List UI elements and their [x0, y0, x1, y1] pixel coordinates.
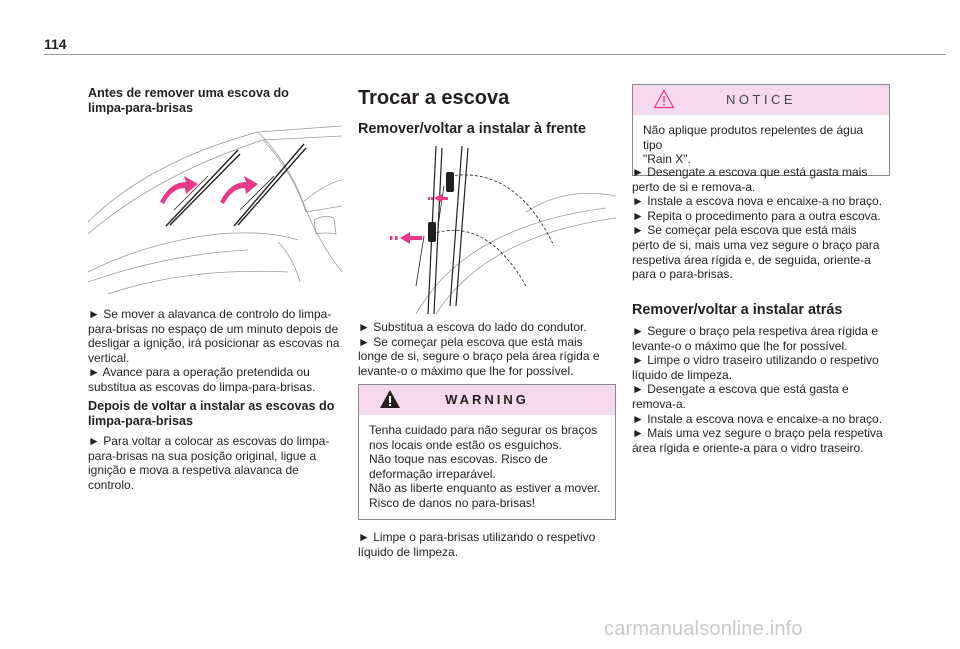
- text-line: levante-o o máximo que lhe for possível.: [358, 363, 574, 378]
- subsection-title-front: Remover/voltar a instalar à frente: [358, 121, 586, 137]
- left-arrow-icon: [434, 194, 448, 203]
- header-rule: [44, 54, 946, 55]
- text-line: respetiva área rígida e, de seguida, oriente-a: [632, 252, 871, 267]
- text-line: Não as liberte enquanto as estiver a mover.: [369, 481, 601, 496]
- text-line: remova-a.: [632, 396, 687, 411]
- text-line: deformação irreparável.: [369, 466, 496, 481]
- rotate-arrow-icon: [220, 176, 258, 204]
- heading-line: Antes de remover uma escova do: [88, 86, 289, 100]
- text-line: ► Desengate a escova que está gasta e: [632, 382, 849, 397]
- text-line: líquido de limpeza.: [632, 367, 733, 382]
- instruction-replace-blade: [632, 165, 890, 282]
- text-line: ► Mais uma vez segure o braço pela respetiva: [632, 426, 883, 441]
- text-line: área rígida e oriente-a para o vidro traseiro.: [632, 440, 864, 455]
- text-line: ► Instale a escova nova e encaixe-a no braço.: [632, 411, 883, 426]
- text-line: "Rain X".: [643, 152, 691, 167]
- text-line: ► Se começar pela escova que está mais: [632, 223, 857, 238]
- text-line: ► Desengate a escova que está gasta mais: [632, 165, 868, 179]
- heading-line: limpa-para-brisas: [88, 414, 193, 429]
- text-line: Tenha cuidado para não segurar os braços: [369, 423, 598, 437]
- text-line: para-brisas no espaço de um minuto depois de: [88, 321, 339, 336]
- text-line: perto de si e remova-a.: [632, 179, 756, 194]
- text-line: ► Segure o braço pela respetiva área rígida e: [632, 324, 879, 338]
- text-line: nos locais onde estão os esguichos.: [369, 437, 562, 452]
- section-title: Trocar a escova: [358, 87, 510, 109]
- subsection-title-rear: Remover/voltar a instalar atrás: [632, 302, 843, 318]
- heading-line: limpa-para-brisas: [88, 101, 193, 116]
- instruction-before-removal: [88, 307, 342, 395]
- watermark-text: carmanualsonline.info: [604, 618, 803, 640]
- left-arrow-icon: [400, 232, 422, 244]
- wiper-blade-illustration: [376, 146, 616, 314]
- text-line: substitua as escovas do limpa-para-brisas.: [88, 379, 316, 394]
- notice-triangle-icon: [653, 89, 675, 113]
- car-windscreen-drawing: [88, 122, 342, 294]
- heading-before-removal: [88, 86, 289, 116]
- heading-after-reinstall: [88, 399, 334, 429]
- text-line: Risco de danos no para-brisas!: [369, 495, 536, 510]
- text-line: perto de si, mais uma vez segure o braço para: [632, 237, 880, 252]
- text-line: desligar a ignição, irá posicionar as escovas na: [88, 336, 340, 351]
- instruction-after-reinstall: [88, 434, 342, 492]
- instruction-rear: [632, 324, 890, 455]
- warning-triangle-icon: [379, 389, 401, 413]
- text-line: levante-o o máximo que lhe for possível.: [632, 338, 848, 353]
- text-line: ► Para voltar a colocar as escovas do limpa-: [88, 434, 330, 448]
- text-line: ► Limpe o vidro traseiro utilizando o respetivo: [632, 353, 879, 368]
- wiper-blade-drawing: [376, 146, 616, 314]
- warning-title: WARNING: [445, 391, 529, 407]
- text-line: líquido de limpeza.: [358, 544, 459, 559]
- text-line: ► Substitua a escova do lado do condutor.: [358, 320, 587, 334]
- rotate-arrow-icon: [160, 176, 198, 204]
- page-number: 114: [44, 36, 67, 52]
- text-line: ► Instale a escova nova e encaixe-a no braço.: [632, 194, 883, 209]
- warning-box: [358, 384, 616, 520]
- windscreen-wiper-illustration: [88, 122, 342, 294]
- text-line: ► Se mover a alavanca de controlo do limpa-: [88, 307, 332, 321]
- text-line: vertical.: [88, 350, 130, 365]
- instruction-clean: [358, 530, 616, 559]
- text-line: Não toque nas escovas. Risco de: [369, 452, 548, 467]
- text-line: para-brisas na sua posição original, ligue a: [88, 448, 317, 463]
- heading-line: Depois de voltar a instalar as escovas do: [88, 399, 335, 413]
- text-line: ignição e mova a respetiva alavanca de controlo.: [88, 463, 299, 492]
- instruction-front: [358, 320, 616, 378]
- text-line: ► Se começar pela escova que está mais: [358, 334, 583, 349]
- warning-header: [359, 385, 615, 415]
- notice-box: [632, 84, 890, 176]
- text-line: ► Repita o procedimento para a outra escova.: [632, 208, 881, 223]
- notice-header: [633, 85, 889, 115]
- text-line: Não aplique produtos repelentes de água tipo: [643, 123, 864, 152]
- text-line: longe de si, segure o braço pela área rígida e: [358, 349, 600, 364]
- text-line: ► Limpe o para-brisas utilizando o respetivo: [358, 530, 596, 544]
- notice-title: NOTICE: [725, 91, 797, 107]
- text-line: para o para-brisas.: [632, 267, 733, 282]
- text-line: ► Avance para a operação pretendida ou: [88, 365, 310, 380]
- warning-body: [359, 415, 615, 519]
